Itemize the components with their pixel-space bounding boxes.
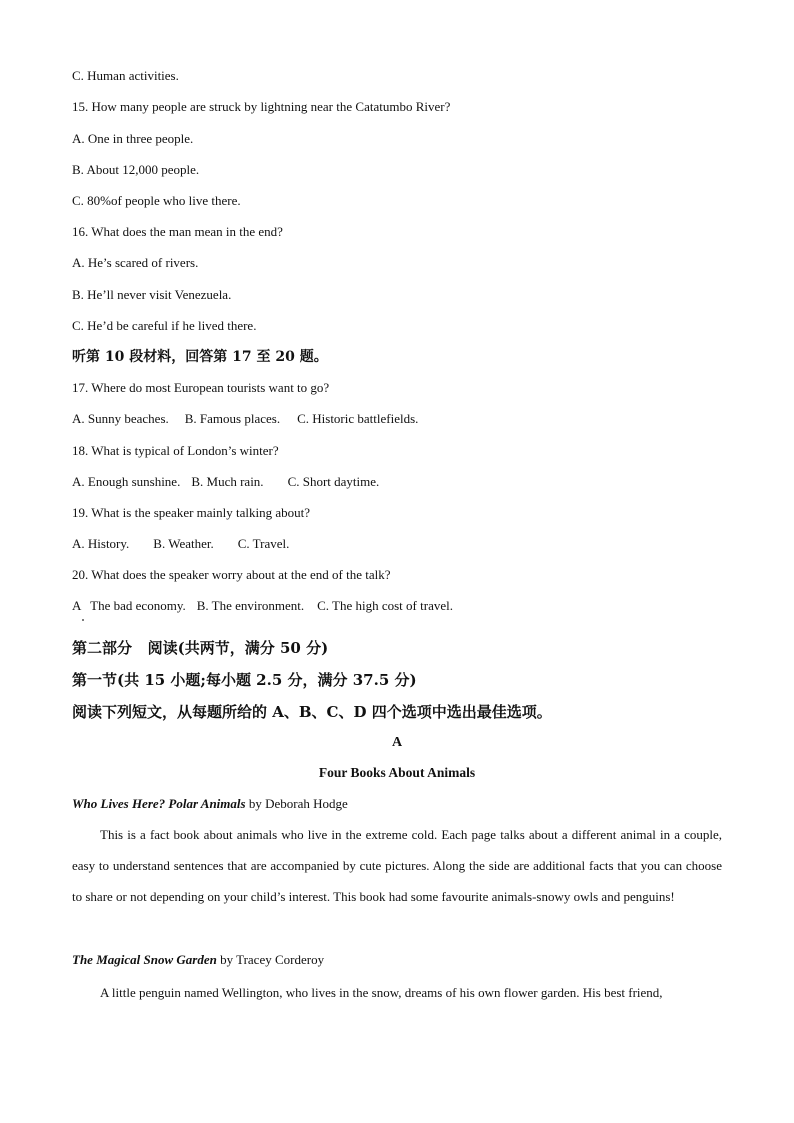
part-2-heading: 第二部分 阅读(共两节，满分 50 分) [72,639,329,657]
book-2-title: The Magical Snow Garden [72,952,217,967]
q20-options [72,598,453,614]
q16-option-a: A. He’s scared of rivers. [72,255,199,270]
book-2-description: A little penguin named Wellington, who lives in the snow, dreams of his own flower garden. His best friend, [100,985,663,1000]
q19-option-a: A. History. [72,536,130,551]
q18-question: 18. What is typical of London’s winter? [72,443,279,458]
q18-option-b: B. Much rain. [191,474,264,489]
q18-option-c: C. Short daytime. [287,474,380,489]
book-1-author: by Deborah Hodge [245,796,348,811]
q16-option-c: C. He’d be careful if he lived there. [72,318,257,333]
section-1-heading: 第一节(共 15 小题;每小题 2.5 分，满分 37.5 分) [72,671,417,689]
q15-option-a: A. One in three people. [72,131,194,146]
q20-option-b: B. The environment. [196,598,305,613]
q16-question: 16. What does the man mean in the end? [72,224,283,239]
q20-option-a: A The bad economy. [72,598,186,613]
q14-option-c: C. Human activities. [72,68,179,83]
passage-letter: A [391,735,403,750]
q15-option-b: B. About 12,000 people. [72,162,200,177]
q17-options [72,411,418,427]
q18-option-a: A. Enough sunshine. [72,474,181,489]
reading-instruction: 阅读下列短文，从每题所给的 A、B、C、D 四个选项中选出最佳选项。 [72,703,552,721]
book-2-heading [72,952,324,968]
book-1-heading [72,796,348,812]
q16-option-b: B. He’ll never visit Venezuela. [72,287,232,302]
passage-title: Four Books About Animals [318,765,476,780]
stray-dot [82,619,84,621]
q19-question: 19. What is the speaker mainly talking about? [72,505,311,520]
q20-question: 20. What does the speaker worry about at the end of the talk? [72,567,391,582]
q15-option-c: C. 80%of people who live there. [72,193,241,208]
book-1-title: Who Lives Here? Polar Animals [72,796,246,811]
q17-option-b: B. Famous places. [184,411,281,426]
q17-question: 17. Where do most European tourists want to go? [72,380,330,395]
q15-question: 15. How many people are struck by lightning near the Catatumbo River? [72,99,451,114]
q18-options [72,474,379,490]
section-10-heading: 听第 10 段材料，回答第 17 至 20 题。 [72,349,328,365]
q17-option-c: C. Historic battlefields. [297,411,419,426]
q19-option-b: B. Weather. [153,536,214,551]
q19-options [72,536,289,552]
book-2-author: by Tracey Corderoy [216,952,325,967]
q19-option-c: C. Travel. [237,536,290,551]
q20-option-c: C. The high cost of travel. [317,598,453,613]
q17-option-a: A. Sunny beaches. [72,411,169,426]
book-1-description: This is a fact book about animals who live in the extreme cold. Each page talks about a different animal in a couple, easy to understand sentences that are accompanied by cute pictures. Along the side are additional facts that you can choose to share or not depending on your child’s interest. This book had some favourite animals-snowy owls and penguins! [72,827,722,904]
